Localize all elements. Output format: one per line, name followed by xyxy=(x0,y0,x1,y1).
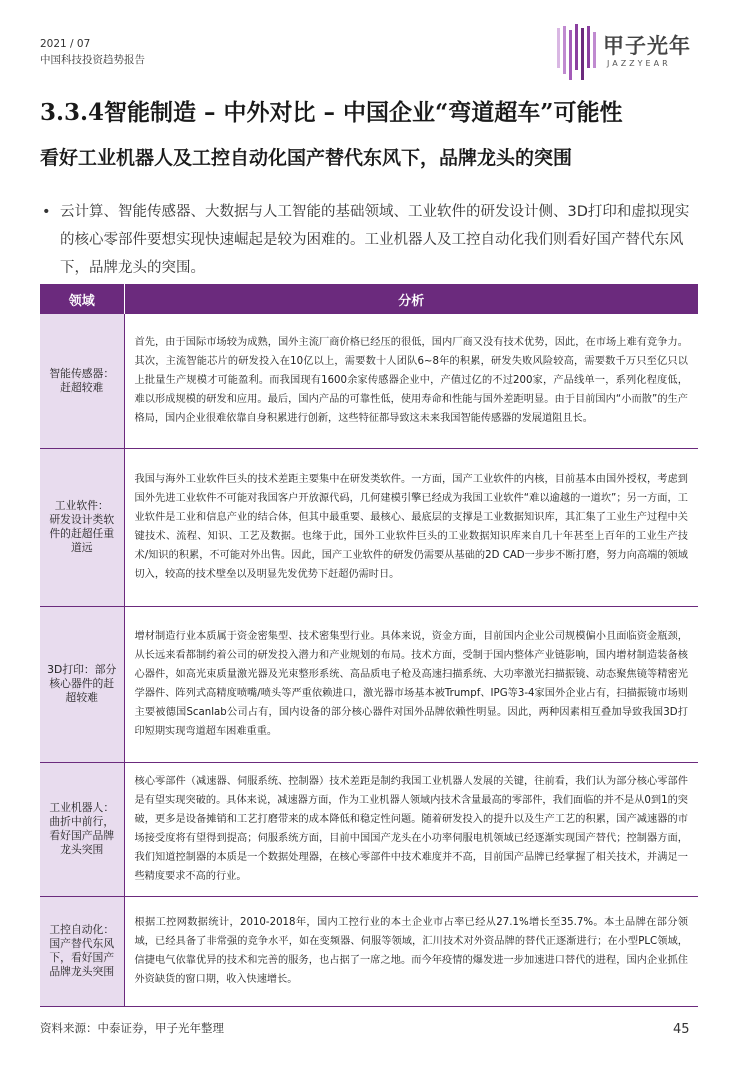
logo-english-name: JAZZYEAR xyxy=(607,59,671,68)
table-row xyxy=(40,896,698,1006)
table-header-row xyxy=(40,284,698,314)
report-header xyxy=(40,36,145,68)
table-row xyxy=(40,448,698,606)
row-analysis: 首先，由于国际市场较为成熟，国外主流厂商价格已经压的很低，国内厂商又没有技术优势，因此，在市场上难有竞争力。其次，主流智能芯片的研发投入在10亿以上，需要数十人团队6~8年的积累，研发失败风险较高，需要数千万只至亿只以上批量生产规模才可能盈利。而我国现有1600余家传感器企业中，产值过亿的不过200家，产品线单一，系列化程度低，难以形成规模的研发和应用。最后，国内产品的可靠性低，使用寿命和性能与国外差距明显。由于目前国内“小而散”的生产格局，国内企业很难依靠自身积累进行创新，这些特征都导致这未来我国智能传感器的发展道阻且长。 xyxy=(124,314,698,448)
row-domain: 工控自动化： 国产替代东风下，看好国产品牌龙头突围 xyxy=(40,896,124,1006)
row-domain: 智能传感器： 赶超较难 xyxy=(40,314,124,448)
page-number: 45 xyxy=(673,1022,690,1037)
logo-bars-icon xyxy=(555,24,601,80)
table-row xyxy=(40,606,698,762)
row-analysis: 核心零部件（减速器、伺服系统、控制器）技术差距是制约我国工业机器人发展的关键，往前看，我们认为部分核心零部件是有望实现突破的。具体来说，减速器方面，作为工业机器人领域内技术含量最高的零部件，我们面临的并不是从0到1的突破，更多是设备摊销和工艺打磨带来的成本降低和稳定性问题。随着研发投入的提升以及生产工艺的积累，国产减速器的市场接受度将有望得到提高；伺服系统方面，目前中国国产龙头在小功率伺服电机领域已经逐渐实现国产替代；控制器方面，我们知道控制器的本质是一个数据处理器，在核心零部件中技术难度并不高，目前国产品牌已经掌握了相关技术，并满足一些精度要求不高的行业。 xyxy=(124,762,698,896)
summary-bullet xyxy=(42,198,702,282)
page-subtitle: 看好工业机器人及工控自动化国产替代东风下，品牌龙头的突围 xyxy=(40,147,573,169)
source-note: 资料来源：中泰证券，甲子光年整理 xyxy=(40,1021,224,1035)
row-analysis: 根据工控网数据统计，2010-2018年，国内工控行业的本土企业市占率已经从27.1%增长至35.7%。本土品牌在部分领域，已经具备了非常强的竞争水平，如在变频器、伺服等领域，汇川技术对外资品牌的替代正逐渐进行；在小型PLC领域，信捷电气依靠优异的技术和完善的服务，也占据了一席之地。而今年疫情的爆发进一步加速进口替代的进程，国内企业抓住外资缺货的窗口期，收入快速增长。 xyxy=(124,896,698,1006)
row-analysis: 我国与海外工业软件巨头的技术差距主要集中在研发类软件。一方面，国产工业软件的内核，目前基本由国外授权，考虑到国外先进工业软件不可能对我国客户开放源代码，几何建模引擎已经成为我国工业软件“难以逾越的一道坎”；另一方面，工业软件是工业和信息产业的结合体，但其中最重要、最核心、最底层的支撑是工业数据知识库，其汇集了工业生产过程中关键技术、流程、知识、工艺及数据。也缘于此，国外工业软件巨头的工业数据知识库来自几十年甚至上百年的工业生产技术/知识的积累，不可能对外出售。因此，国产工业软件的研发仍需要从基础的2D CAD一步步不断打磨，努力向高端的领域切入，较高的技术壁垒以及明显先发优势下赶超仍需时日。 xyxy=(124,448,698,606)
page-title: 3.3.4智能制造 – 中外对比 – 中国企业“弯道超车”可能性 xyxy=(40,99,623,126)
bullet-text: 云计算、智能传感器、大数据与人工智能的基础领域、工业软件的研发设计侧、3D打印和虚拟现实的核心零部件要想实现快速崛起是较为困难的。工业机器人及工控自动化我们则看好国产替代东风下，品牌龙头的突围。 xyxy=(60,204,690,276)
bullet-dot: • xyxy=(42,204,51,220)
analysis-table xyxy=(40,284,698,1007)
brand-logo xyxy=(555,24,705,84)
table-row xyxy=(40,762,698,896)
header-analysis: 分析 xyxy=(124,284,698,314)
report-date: 2021 / 07 xyxy=(40,38,91,50)
table-row xyxy=(40,314,698,448)
row-analysis: 增材制造行业本质属于资金密集型、技术密集型行业。具体来说，资金方面，目前国内企业公司规模偏小且面临资金瓶颈，从长远来看都制约着公司的研发投入潜力和产业规划的布局。技术方面，受制于国内整体产业链影响，国内增材制造装备核心器件，如高光束质量激光器及光束整形系统、高品质电子枪及高速扫描系统、大功率激光扫描振镜、动态聚焦镜等精密光学器件、阵列式高精度喷嘴/喷头等严重依赖进口，激光器市场基本被Trumpf、IPG等3-4家国外企业占有，扫描振镜市场则主要被德国Scanlab公司占有，国内设备的部分核心器件对国外品牌依赖性明显。因此，两种因素相互叠加导致我国3D打印短期实现弯道超车困难重重。 xyxy=(124,606,698,762)
header-domain: 领域 xyxy=(40,284,124,314)
row-domain: 3D打印：部分核心器件的赶超较难 xyxy=(40,606,124,762)
row-domain: 工业软件： 研发设计类软件的赶超任重道远 xyxy=(40,448,124,606)
report-name: 中国科技投资趋势报告 xyxy=(40,54,145,66)
logo-chinese-name: 甲子光年 xyxy=(603,34,691,58)
row-domain: 工业机器人： 曲折中前行，看好国产品牌龙头突围 xyxy=(40,762,124,896)
